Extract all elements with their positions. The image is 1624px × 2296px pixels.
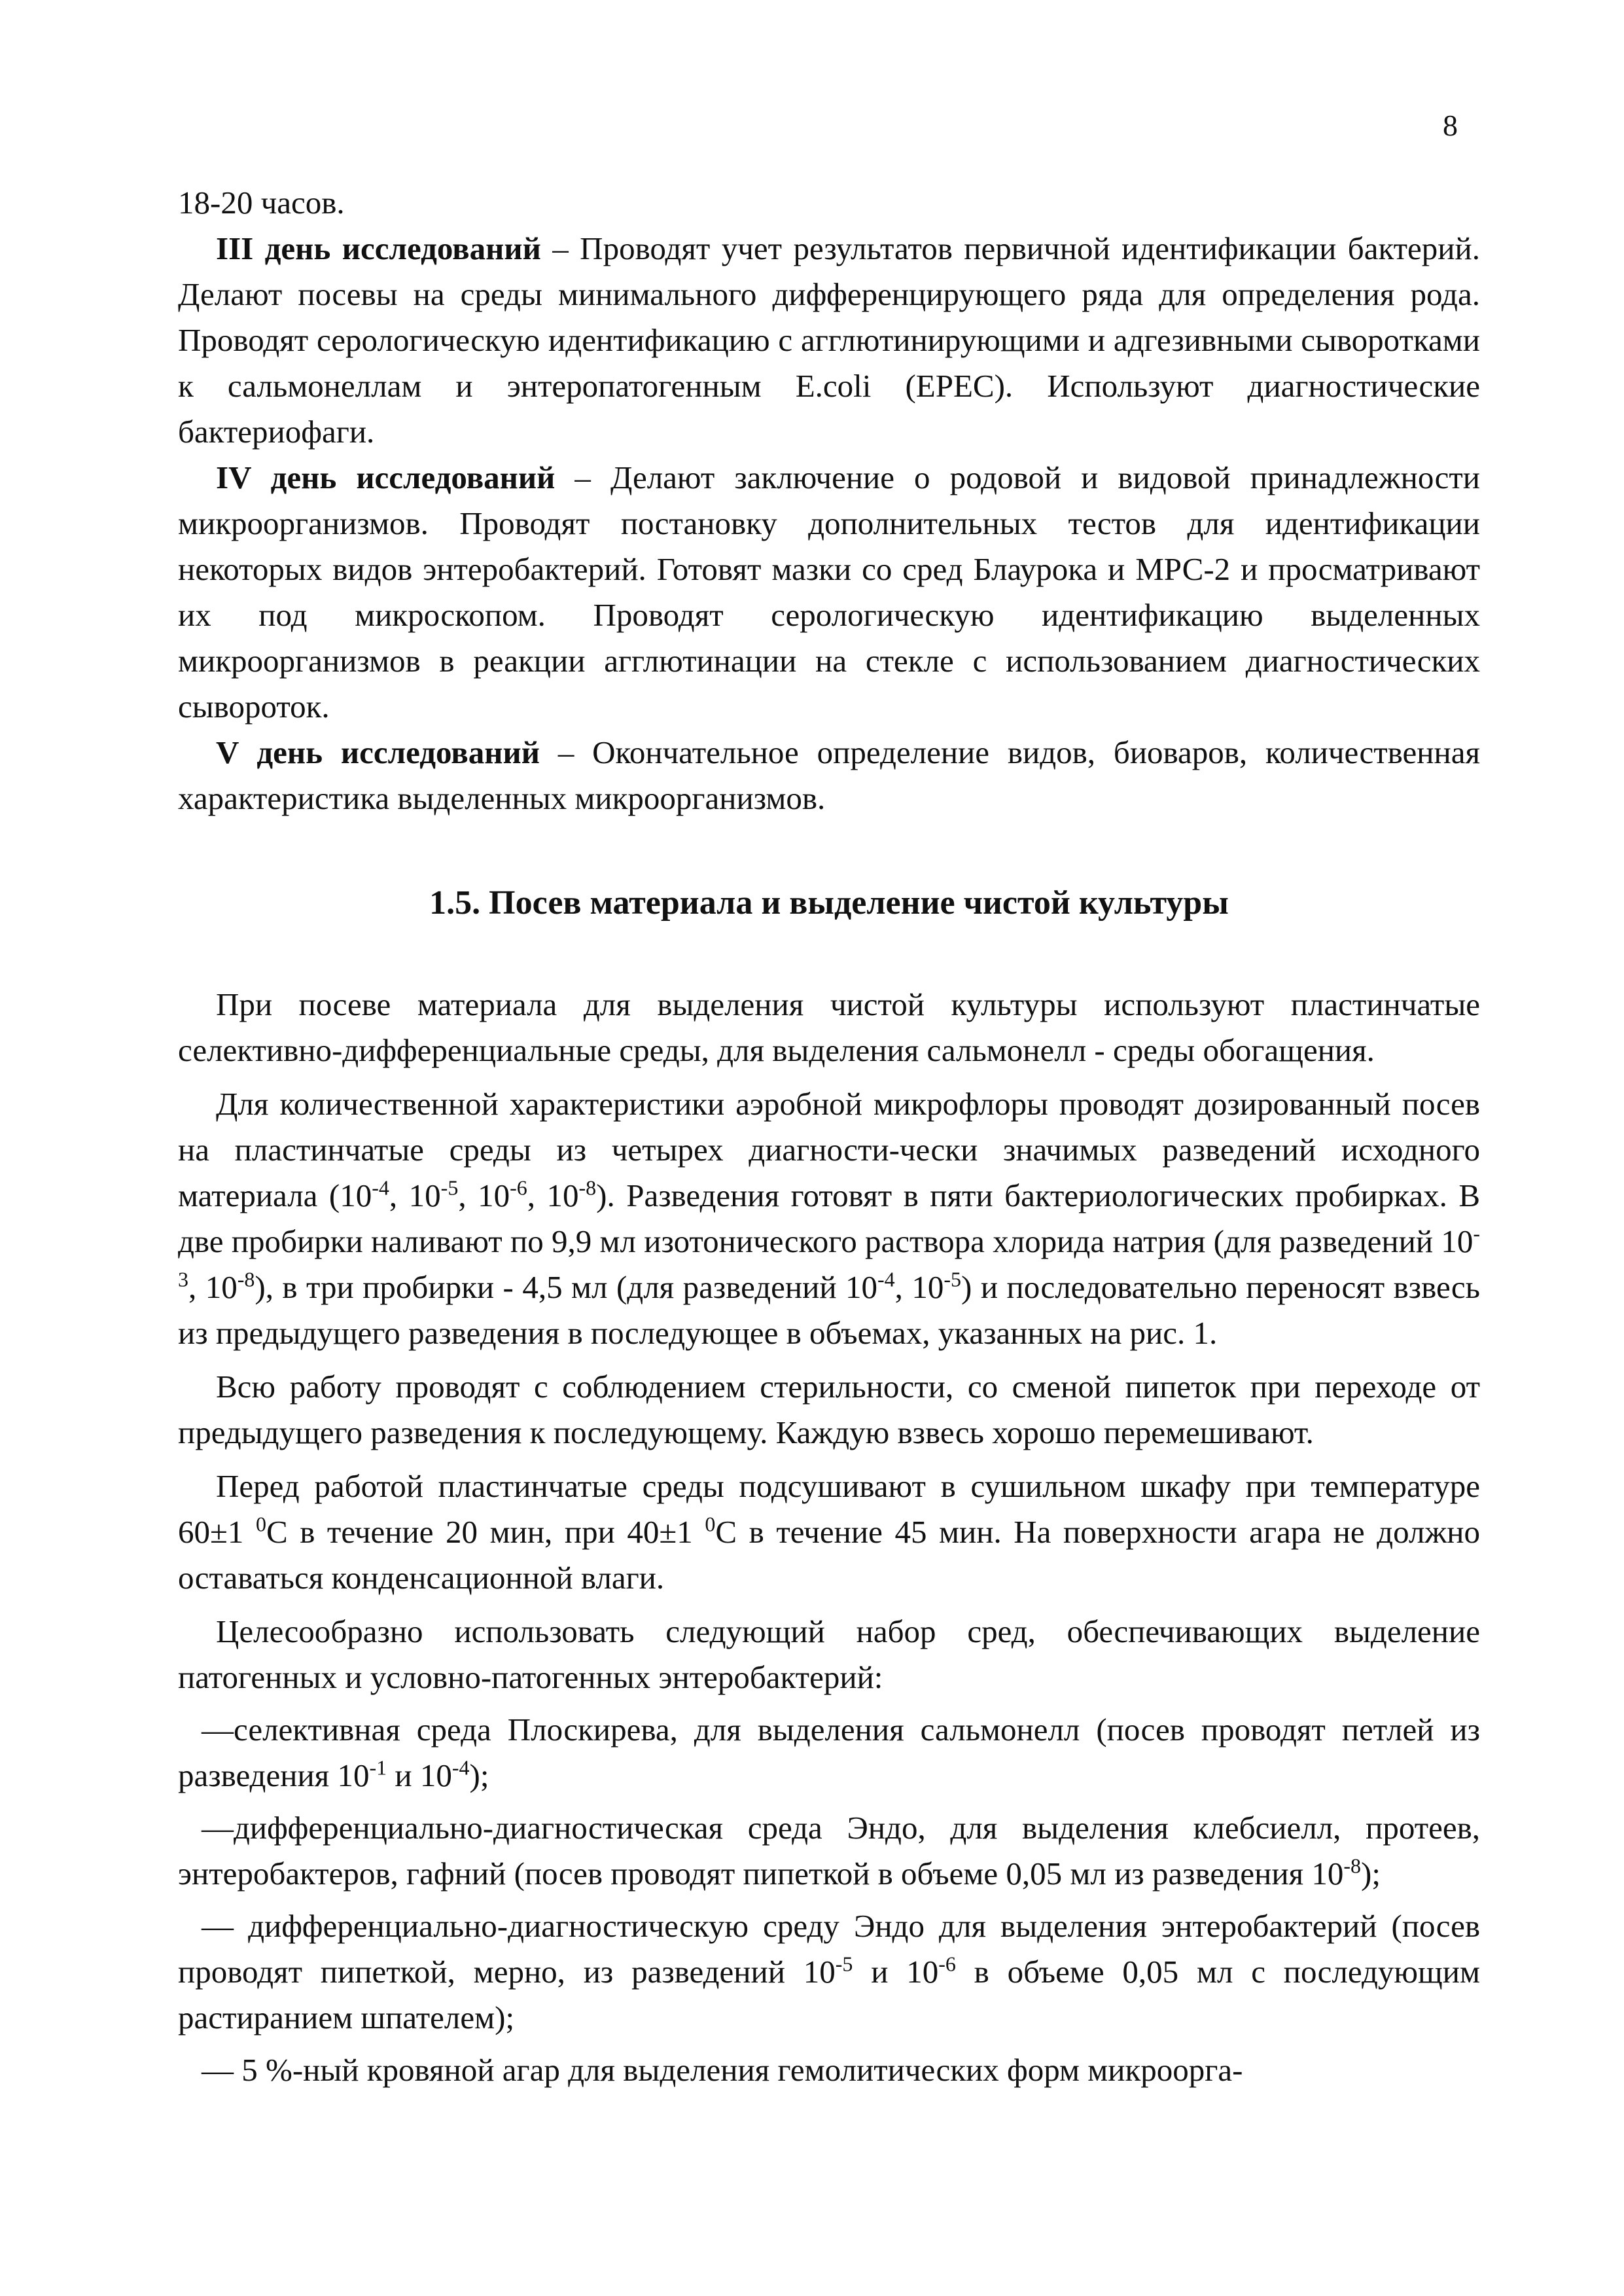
p2-exp-2: -5 xyxy=(440,1175,459,1200)
day-5-label: V день исследований xyxy=(216,734,540,770)
b2-text-a: —дифференциально-диагностическая среда Эндо, для выделения клебсиелл, протеев, энтеробактеров, гафний (посев проводят пипеткой в объеме 0,05 мл из разведения 10 xyxy=(178,1810,1480,1892)
p2-text-g: , 10 xyxy=(188,1269,238,1305)
b3-text-a: — дифференциально-диагностическую среду Эндо для выделения энтеробактерий (посев проводят пипеткой, мерно, из разведений 10 xyxy=(178,1908,1480,1990)
p2-text-h: ), в три пробирки - 4,5 мл (для разведений 10 xyxy=(255,1269,878,1305)
day-3-paragraph xyxy=(178,226,1480,455)
day-3-text: – Проводят учет результатов первичной идентификации бактерий. Делают посевы на среды минимального дифференцирующего ряда для определения рода. Проводят серологическую идентификацию с агглютинирующими и адгезивными сыворотками к сальмонеллам и энтеропатогенным E.coli (EPEC). Используют диагностические бактериофаги. xyxy=(178,230,1480,450)
day-5-text: – Окончательное определение видов, биоваров, количественная характеристика выделенных микроорганизмов. xyxy=(178,734,1480,816)
b2-text-b: ); xyxy=(1361,1856,1381,1892)
day-4-label: IV день исследований xyxy=(216,459,556,495)
list-item xyxy=(178,1805,1480,1897)
paragraph-3: Всю работу проводят с соблюдением стерильности, со сменой пипеток при переходе от предыдущего разведения к последующему. Каждую взвесь хорошо перемешивают. xyxy=(178,1369,1480,1450)
p2-exp-7: -4 xyxy=(877,1267,895,1291)
p2-text-j: ) и последовательно переносят взвесь из предыдущего разведения в последующее в объемах, указанных на рис. 1. xyxy=(178,1269,1481,1351)
p2-exp-4: -8 xyxy=(578,1175,597,1200)
page-number: 8 xyxy=(1443,109,1458,142)
list-item: — 5 %-ный кровяной агар для выделения гемолитических форм микроорга- xyxy=(202,2052,1243,2088)
b3-exp-1: -5 xyxy=(835,1952,853,1976)
p2-text-f: ). Разведения готовят в пяти бактериологических пробирках. В две пробирки наливают по 9,9 мл изотонического раствора хлорида натрия (для разведений 10 xyxy=(178,1177,1480,1259)
p4-text-a: Перед работой пластинчатые среды подсушивают в сушильном шкафу при температуре 60±1 xyxy=(178,1468,1480,1550)
b1-text-c: ); xyxy=(469,1757,489,1793)
p2-exp-1: -4 xyxy=(372,1175,389,1200)
intro-line: 18-20 часов. xyxy=(178,185,345,221)
p2-exp-6: -8 xyxy=(237,1267,255,1291)
b1-exp-1: -1 xyxy=(369,1755,387,1780)
list-item xyxy=(178,1903,1480,2041)
p2-text-b: , 10 xyxy=(389,1177,441,1213)
p2-exp-5: -3 xyxy=(178,1221,1480,1291)
paragraph-5: Целесообразно использовать следующий набор сред, обеспечивающих выделение патогенных и условно-патогенных энтеробактерий: xyxy=(178,1613,1480,1695)
p2-text-d: , 10 xyxy=(527,1177,579,1213)
day-4-text: – Делают заключение о родовой и видовой принадлежности микроорганизмов. Проводят постановку дополнительных тестов для идентификации некоторых видов энтеробактерий. Готовят мазки со сред Блаурока и МРС-2 и просматривают их под микроскопом. Проводят серологическую идентификацию выделенных микроорганизмов в реакции агглютинации на стекле с использованием диагностических сывороток. xyxy=(178,459,1480,725)
day-4-paragraph xyxy=(178,455,1480,730)
b3-text-b: и 10 xyxy=(853,1954,939,1990)
b3-exp-2: -6 xyxy=(938,1952,956,1976)
b3-text-c: в объеме 0,05 мл с последующим растиранием шпателем); xyxy=(178,1954,1480,2036)
p2-exp-3: -6 xyxy=(510,1175,527,1200)
p4-text-b: С в течение 20 мин, при 40±1 xyxy=(266,1514,705,1550)
b1-text-a: —селективная среда Плоскирева, для выделения сальмонелл (посев проводят петлей из разведения 10 xyxy=(178,1712,1480,1793)
b1-exp-2: -4 xyxy=(451,1755,470,1780)
section-heading: 1.5. Посев материала и выделение чистой культуры xyxy=(429,884,1229,922)
p4-degree-1: 0 xyxy=(255,1512,266,1536)
p2-exp-8: -5 xyxy=(944,1267,962,1291)
paragraph-2 xyxy=(178,1081,1480,1356)
paragraph-4 xyxy=(178,1463,1480,1601)
b2-exp-1: -8 xyxy=(1343,1854,1362,1878)
p4-degree-2: 0 xyxy=(705,1512,716,1536)
p4-text-c: С в течение 45 мин. На поверхности агара не должно оставаться конденсационной влаги. xyxy=(178,1514,1480,1596)
p2-text-a: Для количественной характеристики аэробной микрофлоры проводят дозированный посев на пластинчатые среды из четырех диагности-чески значимых разведений исходного материала (10 xyxy=(178,1086,1480,1213)
b1-text-b: и 10 xyxy=(387,1757,452,1793)
list-item xyxy=(178,1707,1480,1799)
p2-text-c: , 10 xyxy=(458,1177,510,1213)
page-body xyxy=(178,180,1480,2093)
day-3-label: III день исследований xyxy=(216,230,541,266)
paragraph-1: При посеве материала для выделения чистой культуры используют пластинчатые селективно-дифференциальные среды, для выделения сальмонелл - среды обогащения. xyxy=(178,986,1480,1068)
p2-text-i: , 10 xyxy=(894,1269,944,1305)
day-5-paragraph xyxy=(178,730,1480,821)
